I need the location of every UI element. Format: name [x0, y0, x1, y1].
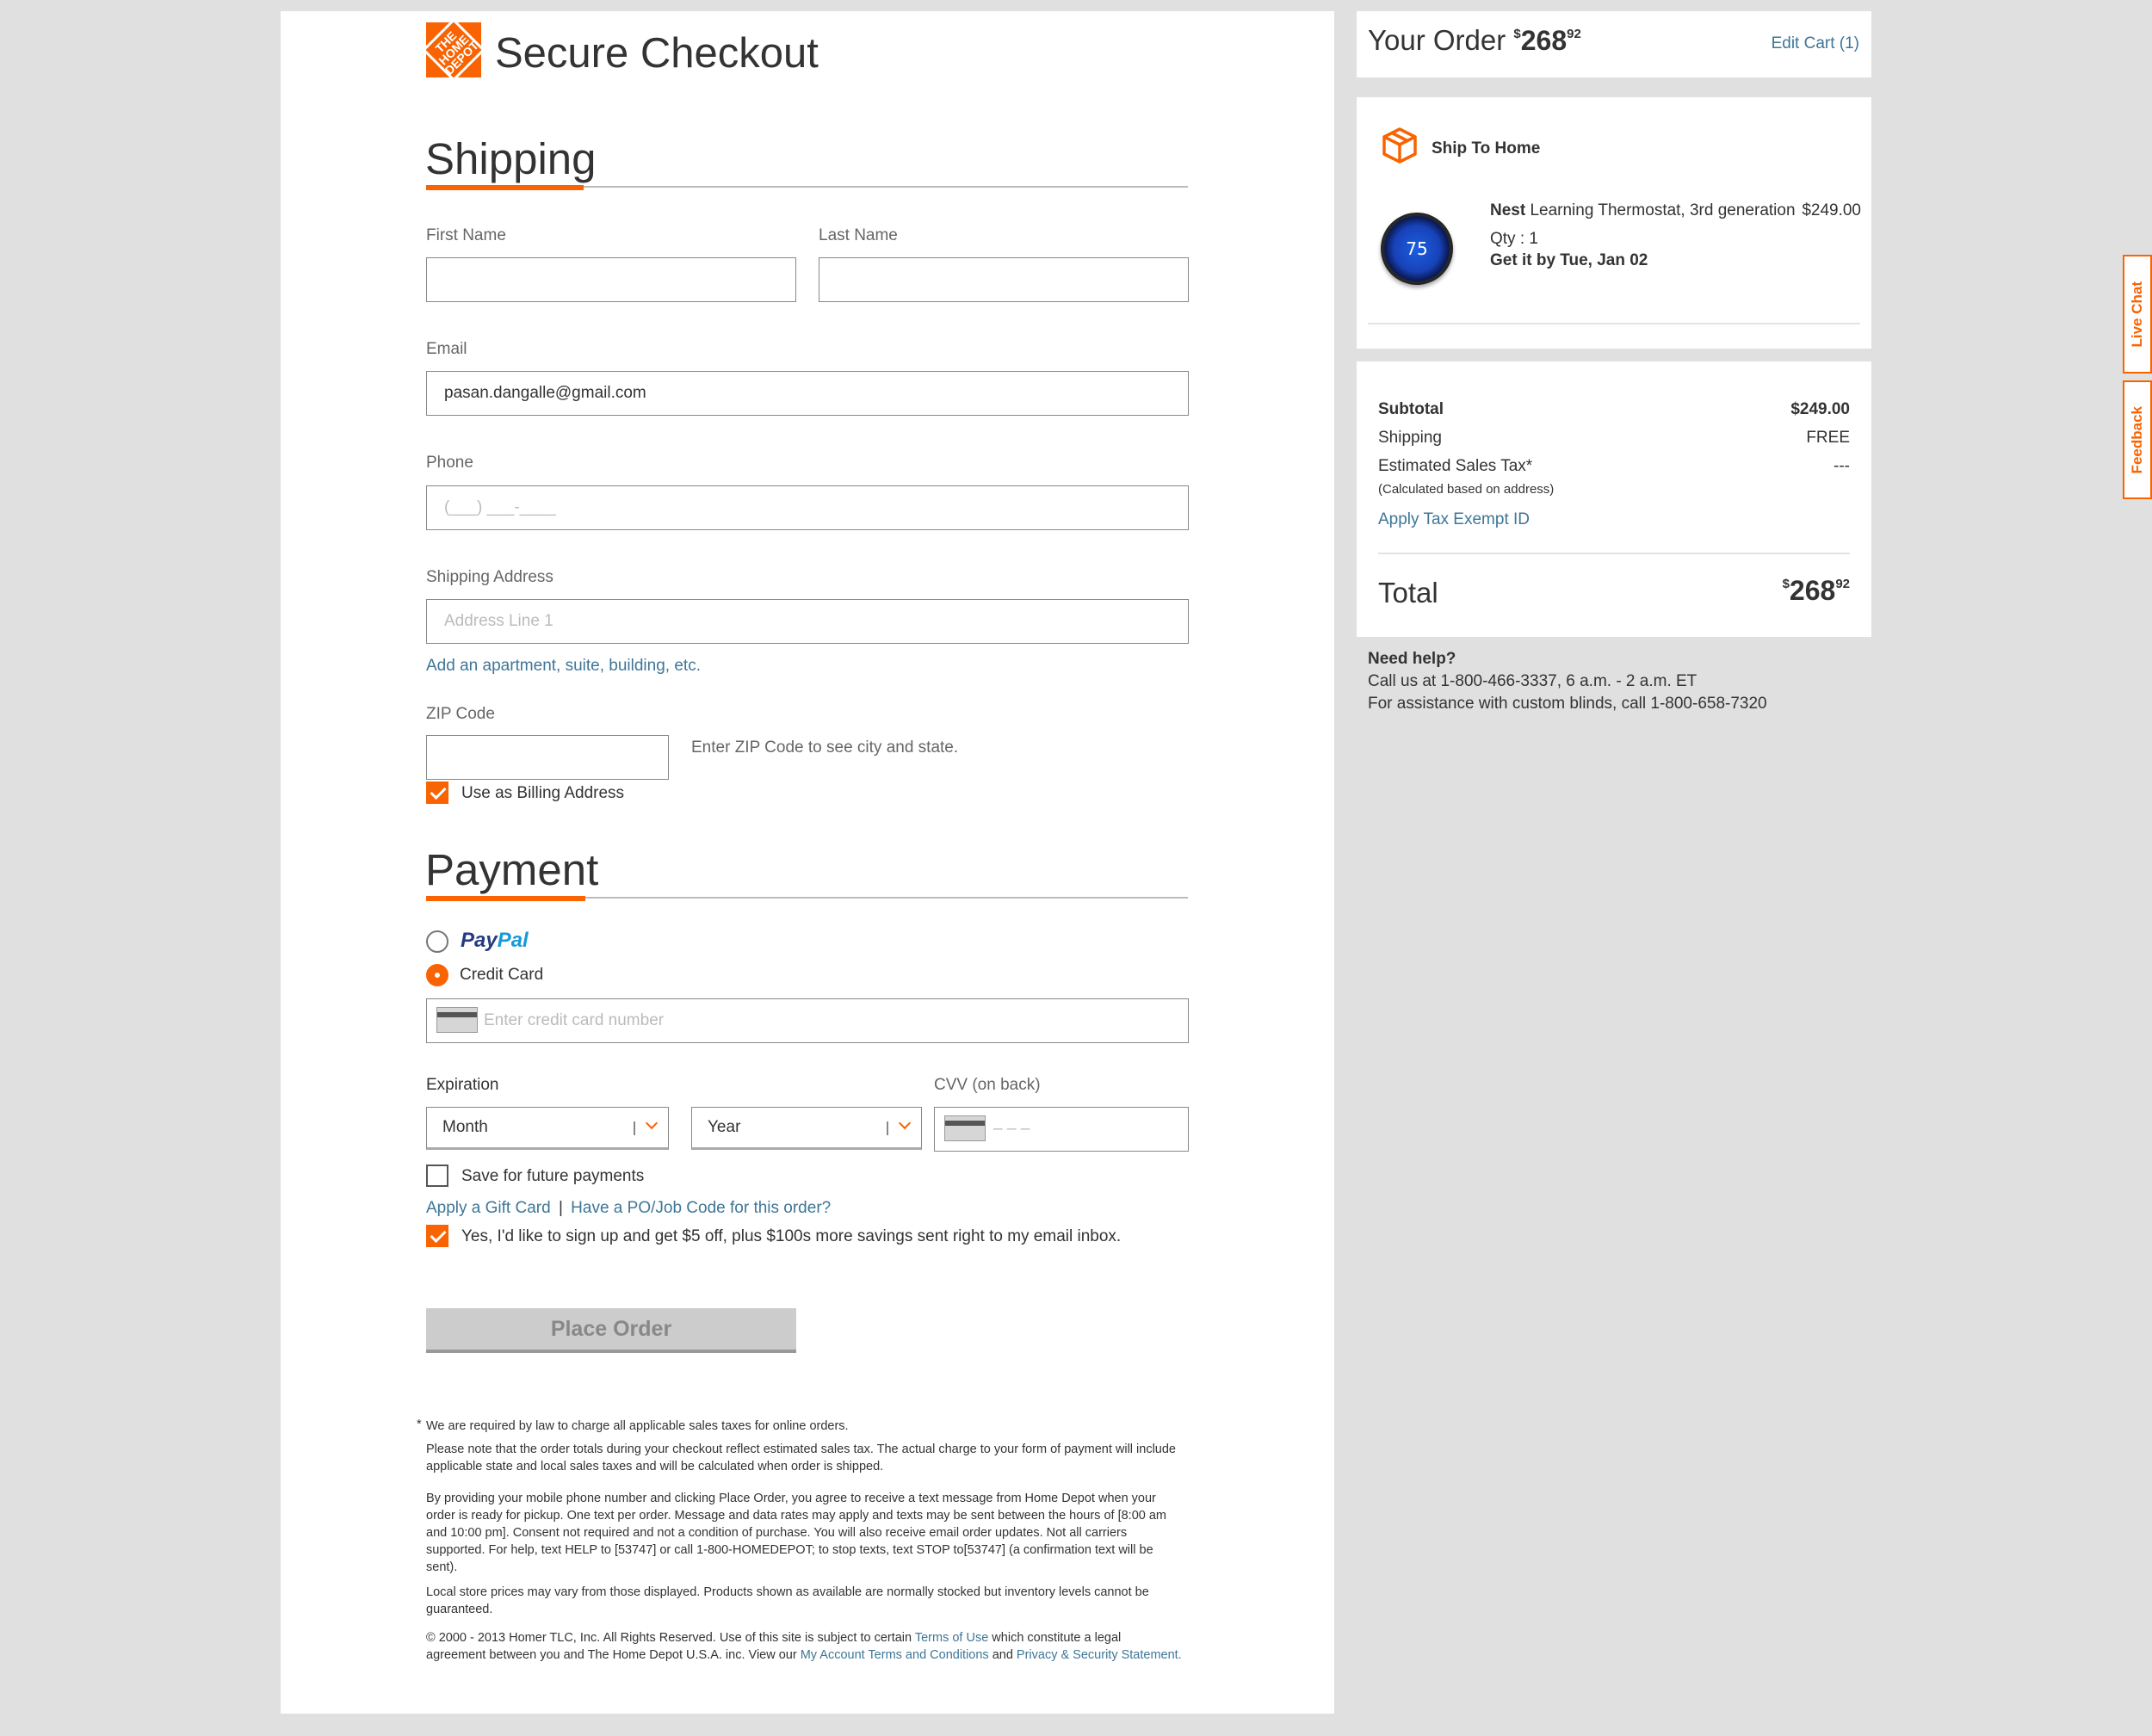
month-select-value: Month	[442, 1118, 488, 1136]
credit-card-icon	[436, 1007, 478, 1033]
page-title: Secure Checkout	[495, 30, 819, 77]
card-number-input[interactable]: Enter credit card number	[426, 998, 1189, 1043]
year-select-value: Year	[708, 1118, 741, 1136]
ship-to-home-label: Ship To Home	[1432, 139, 1541, 158]
zip-hint: Enter ZIP Code to see city and state.	[691, 738, 959, 757]
item-delivery-date: Get it by Tue, Jan 02	[1490, 251, 1648, 269]
cvv-input[interactable]: – – –	[934, 1107, 1189, 1152]
zip-input[interactable]	[426, 735, 669, 780]
paypal-radio[interactable]	[426, 930, 448, 953]
edit-cart-link[interactable]: Edit Cart (1)	[1771, 34, 1859, 53]
gift-card-link[interactable]: Apply a Gift Card	[426, 1199, 551, 1217]
tax-row: Estimated Sales Tax* ---	[1378, 457, 1850, 475]
total-value: $26892	[1782, 575, 1850, 606]
link-separator: |	[558, 1199, 563, 1217]
email-signup-checkbox[interactable]	[426, 1225, 448, 1247]
item-qty: Qty : 1	[1490, 230, 1538, 248]
legal-tax-note: We are required by law to charge all applicable sales taxes for online orders.	[426, 1419, 849, 1433]
payment-accent	[426, 896, 585, 901]
legal-star: *	[417, 1418, 422, 1431]
tax-note: (Calculated based on address)	[1378, 482, 1555, 497]
privacy-link[interactable]: Privacy & Security Statement.	[1016, 1648, 1182, 1662]
terms-of-use-link[interactable]: Terms of Use	[914, 1631, 989, 1645]
first-name-input[interactable]	[426, 257, 796, 302]
item-price: $249.00	[1802, 201, 1861, 219]
thermostat-image[interactable]	[1381, 213, 1453, 285]
subtotal-row: Subtotal $249.00	[1378, 400, 1850, 418]
payment-links	[426, 1199, 831, 1218]
logo-text: THE HOME DEPOT	[431, 28, 481, 77]
cvv-label: CVV (on back)	[934, 1076, 1041, 1094]
feedback-tab[interactable]: Feedback	[2123, 380, 2152, 499]
legal-store-prices: Local store prices may vary from those displayed. Products shown as available are normally stocked but inventory levels cannot be guaranteed.	[426, 1585, 1149, 1616]
tax-exempt-link[interactable]: Apply Tax Exempt ID	[1378, 510, 1531, 528]
billing-checkbox-label: Use as Billing Address	[461, 784, 625, 802]
item-name[interactable]: Nest Learning Thermostat, 3rd generation	[1490, 201, 1796, 219]
phone-input[interactable]: (___) ___-____	[426, 485, 1189, 530]
live-chat-tab[interactable]: Live Chat	[2123, 255, 2152, 374]
order-total-dollars: 268	[1520, 25, 1568, 56]
expiration-label: Expiration	[426, 1076, 499, 1094]
shipping-row: Shipping FREE	[1378, 429, 1850, 447]
save-payment-label: Save for future payments	[461, 1167, 645, 1185]
your-order-title: Your Order $^{\$}268^{92}$	[1368, 24, 1581, 56]
help-blinds: For assistance with custom blinds, call 1-800-658-7320	[1368, 695, 1767, 713]
place-order-button[interactable]: Place Order	[426, 1308, 796, 1353]
address-label: Shipping Address	[426, 568, 553, 586]
summary-divider	[1378, 553, 1850, 554]
legal-copyright: © 2000 - 2013 Homer TLC, Inc. All Rights Reserved. Use of this site is subject to certain Terms of Use which constitute a legal agreement between you and The Home Depot U.S.A. inc. View our My Account Terms and Conditions and Privacy & Security Statement.	[426, 1631, 1182, 1662]
chevron-down-icon	[899, 1117, 911, 1129]
home-depot-logo[interactable]	[426, 22, 481, 77]
account-terms-link[interactable]: My Account Terms and Conditions	[800, 1648, 989, 1662]
add-apartment-link[interactable]: Add an apartment, suite, building, etc.	[426, 657, 701, 675]
billing-checkbox[interactable]	[426, 782, 448, 804]
month-select[interactable]	[426, 1107, 669, 1150]
email-label: Email	[426, 340, 467, 358]
chevron-down-icon	[646, 1117, 658, 1129]
last-name-input[interactable]	[819, 257, 1189, 302]
year-select[interactable]	[691, 1107, 922, 1150]
first-name-label: First Name	[426, 226, 506, 244]
po-code-link[interactable]: Have a PO/Job Code for this order?	[571, 1199, 832, 1217]
zip-label: ZIP Code	[426, 705, 495, 723]
address-input[interactable]: Address Line 1	[426, 599, 1189, 644]
email-input[interactable]: pasan.dangalle@gmail.com	[426, 371, 1189, 416]
payment-heading: Payment	[425, 845, 599, 894]
phone-label: Phone	[426, 454, 473, 472]
cvv-card-icon	[944, 1115, 986, 1141]
credit-card-label: Credit Card	[460, 966, 544, 984]
shipping-accent	[426, 185, 584, 190]
need-help-title: Need help?	[1368, 650, 1456, 668]
legal-estimated-tax: Please note that the order totals during your checkout reflect estimated sales tax. The actual charge to your form of payment will include applicable state and local sales taxes and will be calculated when order is shipped.	[426, 1443, 1176, 1473]
paypal-logo[interactable]: PayPal	[461, 929, 529, 952]
save-payment-checkbox[interactable]	[426, 1165, 448, 1187]
shipping-heading: Shipping	[425, 134, 597, 183]
credit-card-radio[interactable]	[426, 964, 448, 986]
item-divider	[1368, 323, 1860, 324]
legal-sms-terms: By providing your mobile phone number and clicking Place Order, you agree to receive a text message from Home Depot when your order is ready for pickup. One text per order. Message and data rates may apply and texts may be sent between the hours of [8:00 am and 10:00 pm]. Consent not required and not a condition of purchase. You will also receive email order updates. Not all carriers supported. For help, text HELP to [53747] or call 1-800-HOMEDEPOT; to stop texts, text STOP to[53747] (a confirmation text will be sent).	[426, 1492, 1167, 1574]
last-name-label: Last Name	[819, 226, 898, 244]
total-label: Total	[1378, 577, 1438, 609]
box-icon	[1380, 126, 1419, 165]
order-total-cents: 92	[1567, 27, 1581, 41]
thermostat-display: 75	[1406, 238, 1428, 259]
help-phone: Call us at 1-800-466-3337, 6 a.m. - 2 a.m. ET	[1368, 672, 1697, 690]
email-signup-label: Yes, I'd like to sign up and get $5 off, plus $100s more savings sent right to my email inbox.	[461, 1227, 1122, 1245]
